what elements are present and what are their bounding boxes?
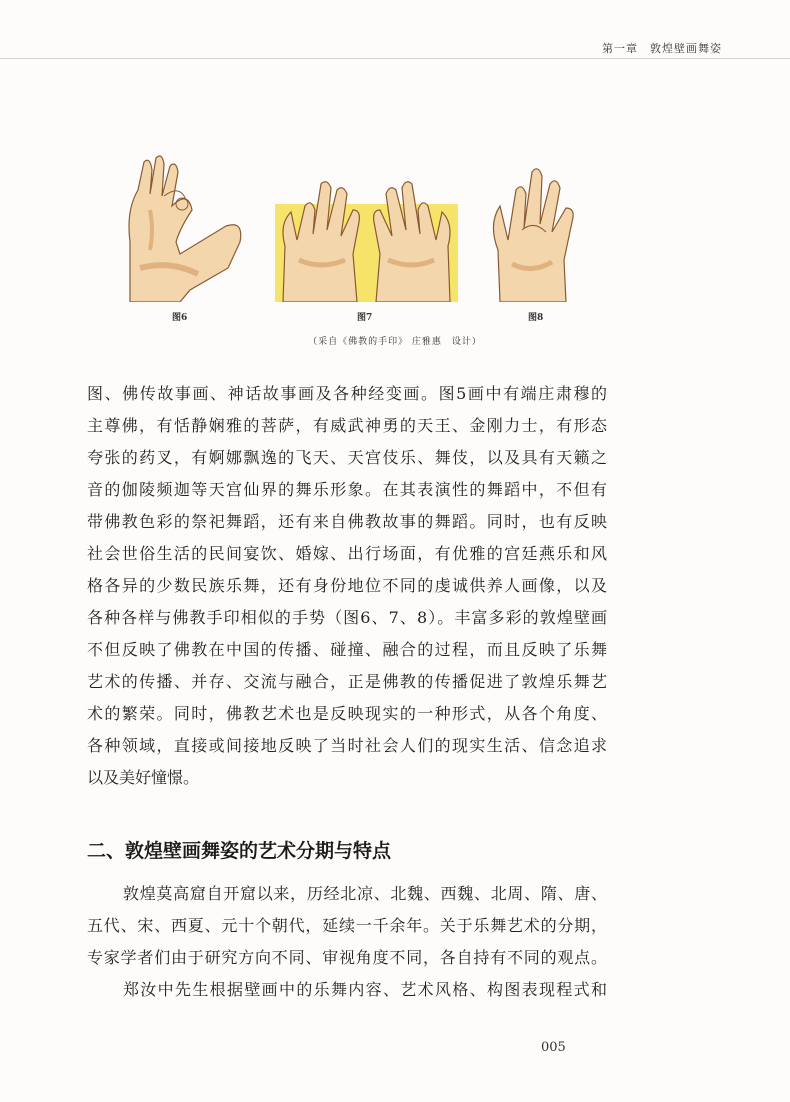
text-line: 郑汝中先生根据壁画中的乐舞内容、艺术风格、构图表现程式和 [123, 980, 607, 999]
text-line: 格各异的少数民族乐舞，还有身份地位不同的虔诚供养人画像，以及 [87, 576, 607, 595]
figure-6 [110, 150, 244, 302]
text-line: 术的繁荣。同时，佛教艺术也是反映现实的一种形式，从各个角度、 [87, 704, 607, 723]
text-line: 主尊佛，有恬静娴雅的菩萨，有威武神勇的天王、金刚力士，有形态 [87, 416, 607, 435]
text-line: 五代、宋、西夏、元十个朝代，延续一千余年。关于乐舞艺术的分期， [87, 916, 607, 935]
text-line: 不但反映了佛教在中国的传播、碰撞、融合的过程，而且反映了乐舞 [87, 640, 607, 659]
hand-mudra-3-illustration [486, 150, 586, 302]
hand-mudra-2-illustration [275, 150, 458, 302]
text-line: 带佛教色彩的祭祀舞蹈，还有来自佛教故事的舞蹈。同时，也有反映 [87, 512, 607, 531]
running-header [0, 0, 790, 59]
figure-8-caption: 图8 [528, 313, 544, 323]
text-line: 音的伽陵频迦等天宫仙界的舞乐形象。在其表演性的舞蹈中，不但有 [87, 480, 607, 499]
section-heading: 二、敦煌壁画舞姿的艺术分期与特点 [87, 839, 392, 862]
text-line: 各种领域，直接或间接地反映了当时社会人们的现实生活、信念追求 [87, 736, 607, 755]
body-paragraph-1 [87, 378, 607, 794]
text-line: 专家学者们由于研究方向不同、审视角度不同，各自持有不同的观点。 [87, 948, 607, 967]
figure-7-caption: 图7 [357, 313, 373, 323]
text-line: 敦煌莫高窟自开窟以来，历经北凉、北魏、西魏、北周、隋、唐、 [123, 884, 607, 903]
figure-8 [486, 150, 586, 302]
page-number: 005 [541, 1040, 566, 1055]
hand-mudra-1-illustration [110, 150, 244, 302]
text-line: 艺术的传播、并存、交流与融合，正是佛教的传播促进了敦煌乐舞艺 [87, 672, 607, 691]
figure-source-note: （采自《佛教的手印》 庄雅惠 设计） [308, 337, 482, 347]
chapter-title: 第一章 敦煌壁画舞姿 [602, 42, 722, 55]
text-line: 社会世俗生活的民间宴饮、婚嫁、出行场面，有优雅的宫廷燕乐和风 [87, 544, 607, 563]
figure-6-caption: 图6 [172, 313, 188, 323]
body-paragraph-2 [87, 878, 607, 1006]
text-line: 夸张的药叉，有婀娜飘逸的飞天、天宫伎乐、舞伎，以及具有天籁之 [87, 448, 607, 467]
figure-7 [275, 150, 458, 302]
text-line: 图、佛传故事画、神话故事画及各种经变画。图5画中有端庄肃穆的 [87, 384, 607, 403]
text-line: 各种各样与佛教手印相似的手势（图6、7、8）。丰富多彩的敦煌壁画 [87, 608, 607, 627]
text-line: 以及美好憧憬。 [87, 768, 200, 787]
